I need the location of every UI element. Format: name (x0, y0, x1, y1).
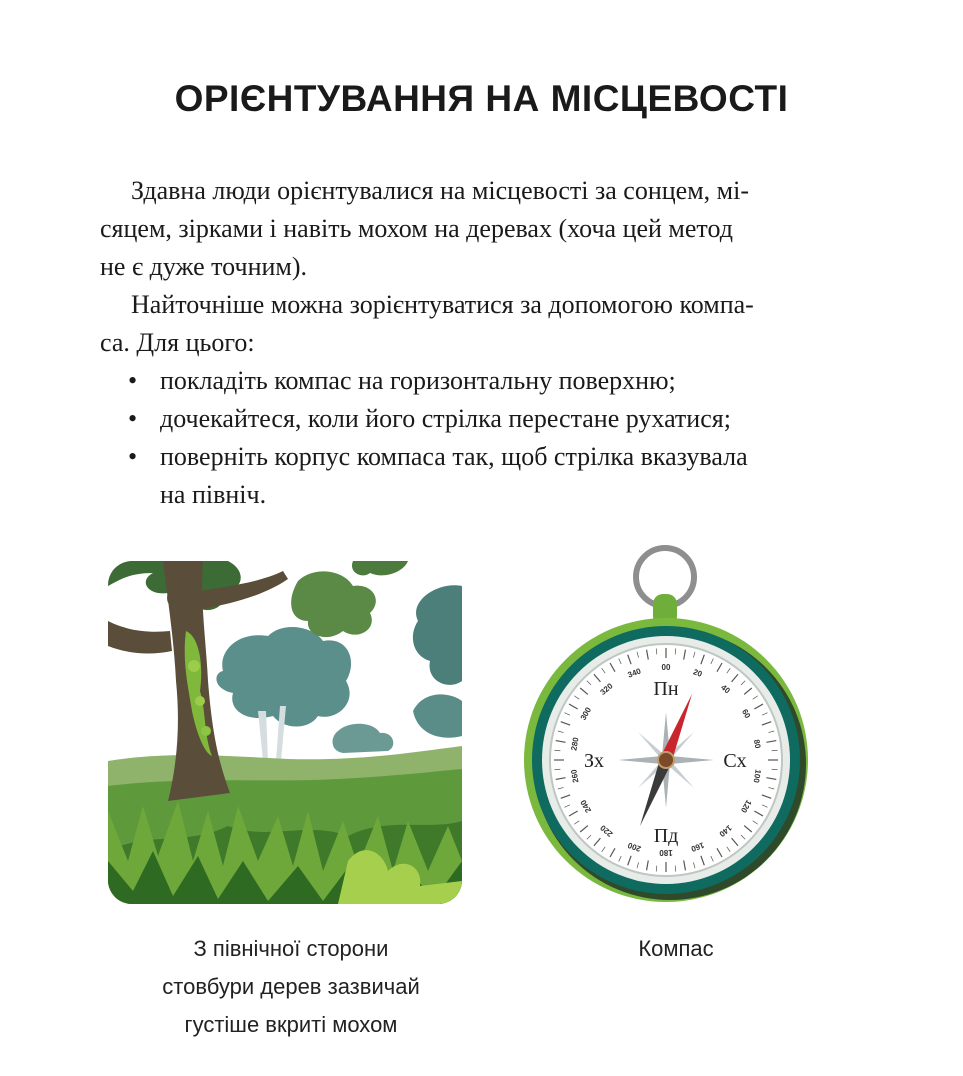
dial-degree-label: 160 (689, 840, 706, 854)
compass-illustration (520, 542, 812, 908)
needle-pivot-icon (658, 752, 674, 768)
paragraph-compass-line-2: са. Для цього: (100, 328, 255, 357)
dial-degree-label: 260 (569, 768, 581, 784)
forest-caption-line-1: З північної сторони (193, 936, 389, 961)
direction-north: Пн (653, 678, 679, 700)
bullet-icon: • (128, 442, 138, 471)
dial-degree-label: 340 (626, 666, 643, 680)
list-item-text: покладіть компас на горизонтальну поверхню; (160, 366, 676, 395)
dial-degree-label: 120 (738, 798, 754, 815)
dial-degree-label: 240 (578, 798, 594, 815)
paragraph-intro-line-2: сяцем, зірками і навіть мохом на деревах (хоча цей метод (100, 214, 733, 243)
forest-illustration (108, 561, 462, 904)
dial-degree-label: 280 (569, 736, 581, 752)
paragraph-compass (100, 286, 860, 362)
dial-degree-label: 300 (578, 705, 594, 722)
direction-east: Сх (723, 750, 747, 772)
dial-degree-label: 220 (598, 823, 615, 839)
list-item-text-continuation: на північ. (160, 480, 267, 509)
compass-drawing (520, 542, 812, 908)
list-item-text: поверніть корпус компаса так, щоб стрілка вказувала (160, 442, 748, 471)
dial-degree-label: 00 (661, 663, 671, 672)
paragraph-compass-line-1: Найточніше можна зорієнтуватися за допомогою компа- (131, 290, 754, 319)
instruction-list (100, 362, 860, 514)
list-item-text: дочекайтеся, коли його стрілка перестане рухатися; (160, 404, 731, 433)
list-item (100, 438, 860, 514)
dial-degree-label: 80 (751, 738, 763, 750)
forest-caption (100, 930, 482, 1044)
page-title: ОРІЄНТУВАННЯ НА МІСЦЕВОСТІ (174, 78, 789, 119)
paragraph-intro-line-1: Здавна люди орієнтувалися на місцевості за сонцем, мі- (131, 176, 750, 205)
paragraph-intro-line-3: не є дуже точним). (100, 252, 308, 281)
dial-degree-label: 60 (739, 707, 753, 720)
forest-caption-line-2: стовбури дерев зазвичай (162, 974, 420, 999)
dial-degree-label: 140 (717, 823, 734, 839)
forest-drawing (108, 561, 462, 904)
bullet-icon: • (128, 404, 138, 433)
dial-degree-label: 200 (626, 840, 643, 854)
body-text (100, 172, 860, 514)
direction-west: Зх (583, 750, 605, 772)
list-item (100, 362, 860, 400)
dial-degree-label: 100 (751, 768, 763, 784)
dial-degree-label: 20 (691, 667, 704, 679)
direction-south: Пд (653, 825, 679, 847)
paragraph-intro (100, 172, 860, 286)
compass-caption: Компас (638, 936, 714, 961)
dial-degree-label: 180 (659, 848, 673, 857)
bullet-icon: • (128, 366, 138, 395)
dial-degree-label: 40 (719, 682, 732, 696)
forest-caption-line-3: густіше вкриті мохом (184, 1012, 398, 1037)
dial-degree-label: 320 (598, 681, 615, 697)
list-item (100, 400, 860, 438)
